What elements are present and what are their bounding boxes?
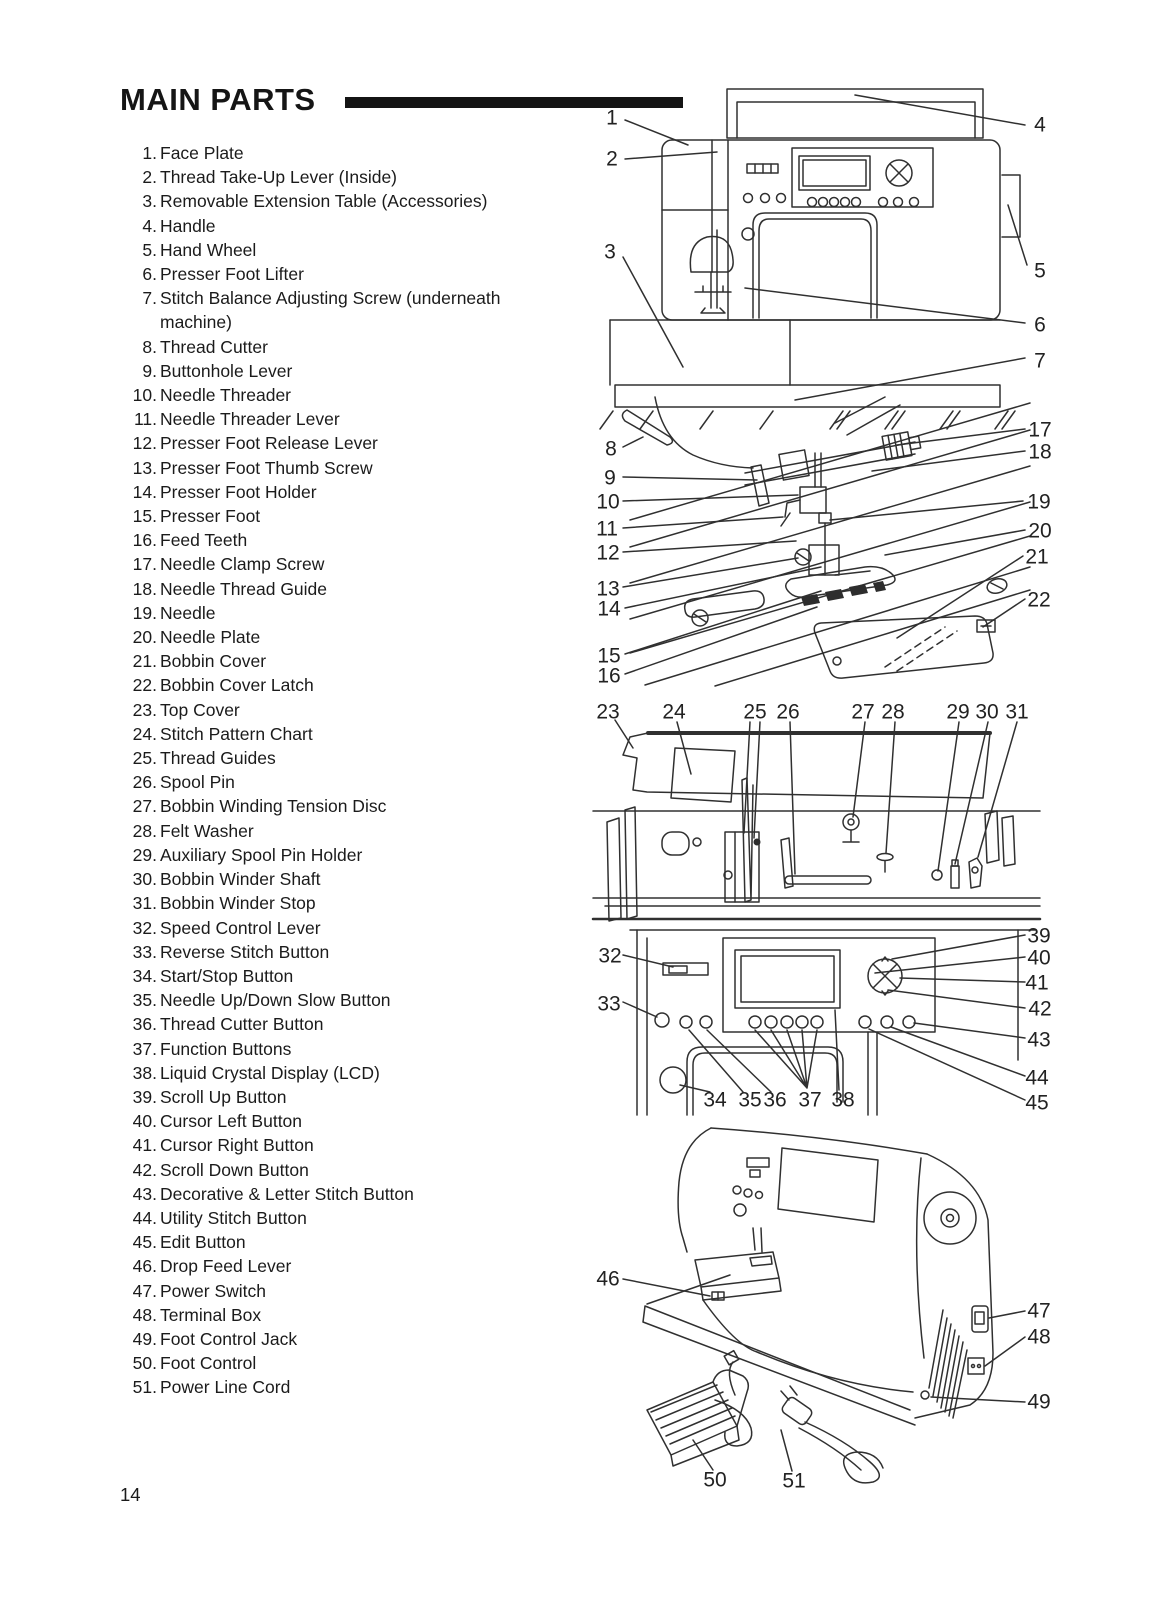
part-number: 31. [132,893,157,914]
part-list-item [120,238,568,262]
part-number: 22. [132,675,157,696]
part-list-item [120,1230,568,1254]
part-list-item [120,141,568,165]
part-list-item [120,770,568,794]
part-label: Stitch Pattern Chart [160,723,313,744]
thread-guides [742,778,753,902]
part-number: 9. [142,360,157,381]
callout-number: 46 [596,1267,620,1291]
parts-list [120,141,568,1400]
callout-number: 27 [851,700,875,724]
part-list-item [120,964,568,988]
part-number: 46. [132,1256,157,1277]
part-number: 23. [132,699,157,720]
callout-number: 17 [1028,418,1052,442]
hand-wheel [1002,175,1020,237]
part-list-item [120,480,568,504]
part-list-item [120,891,568,915]
part-label: Auxiliary Spool Pin Holder [160,844,363,865]
part-list-item [120,698,568,722]
part-label: Scroll Down Button [160,1159,309,1180]
part-number: 28. [132,820,157,841]
callout-number: 37 [798,1088,822,1112]
start-stop-button [660,1067,686,1093]
part-label: Power Line Cord [160,1377,291,1398]
part-label: Needle Plate [160,627,261,648]
callout-number: 30 [975,700,999,724]
part-label: Terminal Box [160,1304,262,1325]
part-label: Speed Control Lever [160,917,321,938]
part-label: Decorative & Letter Stitch Button [160,1183,414,1204]
bobbin-winder-shaft [951,866,959,888]
part-list-item [120,359,568,383]
part-label: Needle Threader [160,385,292,406]
callout-number: 26 [776,700,800,724]
callout-number: 21 [1025,545,1049,569]
part-label: Removable Extension Table (Accessories) [160,191,488,212]
part-label: Scroll Up Button [160,1086,287,1107]
part-number: 14. [132,481,157,502]
diagram-top-cover [585,690,1055,1118]
part-number: 2. [142,167,157,188]
part-list-item [120,794,568,818]
part-number: 50. [132,1353,157,1374]
diagram-front-view [585,80,1055,430]
part-label: Needle Clamp Screw [160,554,325,575]
part-list-item [120,1133,568,1157]
part-list-item [120,988,568,1012]
callout-number: 22 [1027,588,1051,612]
callout-number: 34 [703,1088,727,1112]
callout-number: 32 [598,944,622,968]
part-list-item [120,1037,568,1061]
part-number: 40. [132,1111,157,1132]
part-number: 11. [133,409,157,430]
part-label: Bobbin Winding Tension Disc [160,796,387,817]
part-label: Feed Teeth [160,530,248,551]
part-number: 18. [132,578,157,599]
part-label: Presser Foot [160,506,261,527]
part-number: 4. [142,215,157,236]
callout-number: 6 [1034,313,1046,337]
part-number: 30. [132,869,157,890]
part-number: 19. [132,602,157,623]
part-label: Thread Guides [160,748,276,769]
part-label: Edit Button [160,1232,246,1253]
callout-number: 49 [1027,1390,1051,1414]
front-panel [723,938,935,1032]
part-label: Felt Washer [160,820,254,841]
part-list-item [120,214,568,238]
part-number: 41. [132,1135,157,1156]
part-number: 36. [132,1014,157,1035]
machine-head-curve [655,397,753,468]
handle [727,89,983,138]
callout-number: 16 [597,664,621,688]
part-list-item [120,1279,568,1303]
callout-number: 4 [1034,113,1046,137]
part-number: 51. [132,1377,157,1398]
part-number: 8. [142,336,157,357]
lcd [799,156,870,190]
part-label: Presser Foot Lifter [160,264,304,285]
part-label: Power Switch [160,1280,267,1301]
part-number: 20. [132,627,157,648]
callout-number: 35 [738,1088,762,1112]
part-list-item [120,189,568,213]
hand-wheel [924,1192,976,1244]
front-view-art [585,80,1055,430]
felt-washer [877,854,893,861]
callout-number: 24 [662,700,686,724]
part-number: 32. [132,917,157,938]
base [643,1306,915,1425]
callout-number: 47 [1027,1299,1051,1323]
part-list-item [120,577,568,601]
part-list-item [120,1254,568,1278]
callout-number: 12 [596,541,620,565]
part-label: Drop Feed Lever [160,1256,292,1277]
callout-number: 25 [743,700,767,724]
part-label: Face Plate [160,143,244,163]
needle-area-art [585,395,1055,687]
part-list-item [120,1061,568,1085]
part-list-item [120,407,568,431]
callout-number: 39 [1027,924,1051,948]
part-label: Needle Up/Down Slow Button [160,990,391,1011]
callout-number: 36 [763,1088,787,1112]
part-list-item [120,1327,568,1351]
tension-disc [843,814,859,830]
callout-number: 2 [606,147,618,171]
part-label: Hand Wheel [160,239,257,260]
callout-number: 9 [604,466,616,490]
part-list-item [120,456,568,480]
part-list-item [120,528,568,552]
part-label: Thread Take-Up Lever (Inside) [160,167,398,188]
callout-number: 7 [1034,349,1046,373]
callout-number: 23 [596,700,620,724]
part-number: 34. [132,965,157,986]
part-list-item [120,1182,568,1206]
part-list-item [120,335,568,359]
part-list-item [120,383,568,407]
diagram-rear-view [585,1110,1055,1505]
part-label: Presser Foot Release Lever [160,433,378,454]
part-number: 27. [132,796,157,817]
callout-number: 41 [1025,971,1049,995]
part-number: 43. [132,1183,157,1204]
callout-number: 51 [782,1469,806,1493]
part-number: 25. [132,748,157,769]
lcd [735,950,840,1008]
free-arm [695,1252,781,1300]
part-number: 1. [142,143,157,163]
part-number: 38. [132,1062,157,1083]
reverse-stitch-button [655,1013,669,1027]
callout-number: 5 [1034,259,1046,283]
part-list-item [120,1158,568,1182]
page-title: MAIN PARTS [120,82,316,117]
body-top-edge [711,1128,927,1154]
part-label: Spool Pin [160,772,235,793]
vents [929,1310,967,1418]
part-list-item [120,746,568,770]
part-list-item [120,940,568,964]
callout-number: 50 [703,1468,727,1492]
part-number: 48. [132,1304,157,1325]
part-label: Reverse Stitch Button [160,941,330,962]
callout-number: 38 [831,1088,855,1112]
part-list-item [120,1351,568,1375]
page-number: 14 [120,1484,141,1505]
callout-number: 19 [1027,490,1051,514]
part-list-item [120,1012,568,1036]
callout-number: 11 [596,517,618,541]
part-label: Bobbin Cover Latch [160,675,314,696]
callout-number: 3 [604,240,616,264]
callout-number: 8 [605,437,617,461]
part-label: Foot Control [160,1353,257,1374]
part-label: Stitch Balance Adjusting Screw (underneath machine) [160,288,501,333]
part-number: 45. [132,1232,157,1253]
foot-control-jack [921,1391,929,1399]
part-label: Function Buttons [160,1038,292,1059]
part-list-item [120,916,568,940]
part-label: Needle Threader Lever [160,409,340,430]
part-number: 13. [132,457,157,478]
part-label: Cursor Right Button [160,1135,314,1156]
callout-number: 13 [596,577,620,601]
callout-number: 42 [1028,997,1052,1021]
callout-number: 45 [1025,1091,1049,1115]
part-label: Foot Control Jack [160,1328,298,1349]
rear-cover [778,1148,878,1222]
aux-spool-pin-holder [932,870,942,880]
part-number: 7. [142,288,157,309]
callout-number: 28 [881,700,905,724]
part-number: 26. [132,772,157,793]
part-list-item [120,722,568,746]
rear-view-art [585,1110,1055,1505]
part-label: Bobbin Winder Stop [160,893,316,914]
part-list-item [120,1206,568,1230]
part-label: Cursor Left Button [160,1111,303,1132]
part-number: 29. [132,844,157,865]
callout-number: 20 [1028,519,1052,543]
part-list-item [120,1303,568,1327]
top-cover-art [585,690,1055,1118]
part-list-item [120,431,568,455]
part-number: 15. [132,506,157,527]
body-right-edge [915,1154,993,1418]
callout-number: 1 [606,106,618,130]
part-list-item [120,673,568,697]
part-label: Bobbin Cover [160,651,267,672]
part-number: 24. [132,723,157,744]
part-number: 12. [132,433,157,454]
part-number: 39. [132,1086,157,1107]
part-number: 3. [142,191,157,212]
part-number: 17. [132,554,157,575]
part-label: Presser Foot Thumb Screw [160,457,373,478]
part-number: 21. [132,651,157,672]
part-label: Presser Foot Holder [160,481,317,502]
presser-foot-holder [809,545,839,575]
part-list-item [120,262,568,286]
callout-number: 18 [1028,440,1052,464]
diagram-needle-area [585,395,1055,687]
terminal-box [968,1358,984,1374]
part-number: 33. [132,941,157,962]
part-number: 10. [132,385,157,406]
part-label: Top Cover [160,699,240,720]
callout-number: 14 [597,597,621,621]
part-label: Utility Stitch Button [160,1207,307,1228]
part-label: Needle [160,602,216,623]
part-list-item [120,649,568,673]
part-label: Start/Stop Button [160,965,294,986]
callout-number: 31 [1005,700,1029,724]
callout-number: 43 [1027,1028,1051,1052]
part-number: 49. [132,1328,157,1349]
part-number: 35. [132,990,157,1011]
part-label: Buttonhole Lever [160,360,293,381]
part-number: 16. [132,530,157,551]
part-label: Needle Thread Guide [160,578,328,599]
part-number: 44. [132,1207,157,1228]
part-list-item [120,867,568,891]
part-list-item [120,625,568,649]
part-label: Liquid Crystal Display (LCD) [160,1062,380,1083]
callout-number: 10 [596,490,620,514]
callout-number: 33 [597,992,621,1016]
part-list-item [120,504,568,528]
callout-number: 40 [1027,946,1051,970]
spool-pin [785,876,871,884]
part-number: 5. [142,239,157,260]
part-list-item [120,1109,568,1133]
part-number: 47. [132,1280,157,1301]
callout-number: 29 [946,700,970,724]
callout-number: 15 [597,644,621,668]
foot-control-cable [729,1362,735,1395]
part-label: Thread Cutter [160,336,268,357]
part-list-item [120,819,568,843]
part-list-item [120,1085,568,1109]
part-list-item [120,552,568,576]
part-list-item [120,1375,568,1399]
power-line-cord [780,1386,883,1483]
part-list-item [120,165,568,189]
part-number: 42. [132,1159,157,1180]
leader-lines [615,720,1025,1100]
part-label: Handle [160,215,216,236]
callout-number: 44 [1025,1066,1049,1090]
part-label: Thread Cutter Button [160,1014,324,1035]
part-list-item [120,601,568,625]
part-number: 37. [132,1038,157,1059]
part-label: Bobbin Winder Shaft [160,869,321,890]
part-list-item [120,843,568,867]
part-number: 6. [142,264,157,285]
free-arm [687,1047,843,1115]
callout-number: 48 [1027,1325,1051,1349]
part-list-item [120,286,568,334]
